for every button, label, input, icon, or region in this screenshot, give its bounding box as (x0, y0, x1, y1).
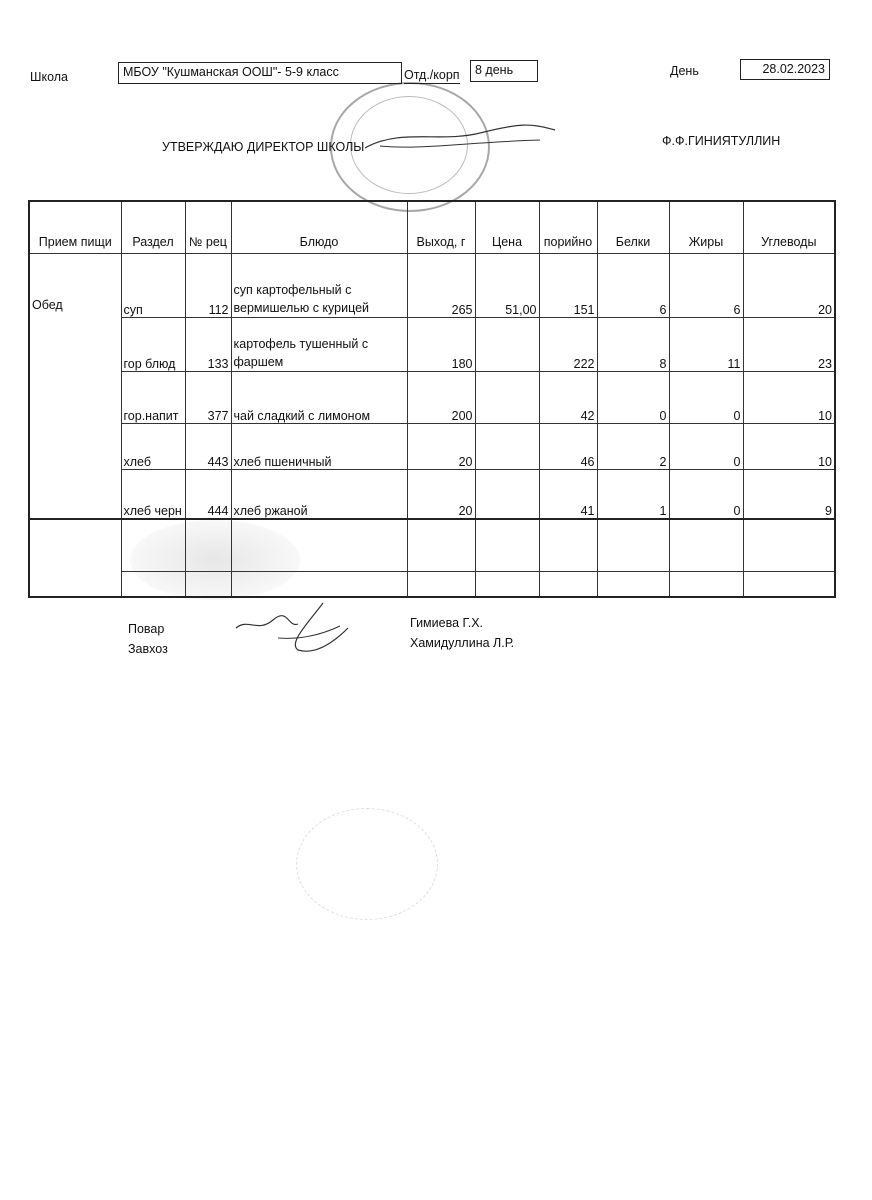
header-section: Раздел (121, 201, 185, 253)
calories-cell: 222 (539, 317, 597, 371)
carbs-cell: 20 (743, 253, 835, 317)
director-name: Ф.Ф.ГИНИЯТУЛЛИН (662, 134, 781, 148)
cook-label: Повар (128, 622, 165, 636)
section-cell: гор блюд (121, 317, 185, 371)
meal-cell: Обед (29, 253, 121, 519)
table-row (29, 423, 835, 469)
dish-cell: хлеб ржаной (231, 469, 407, 519)
carbs-cell: 10 (743, 423, 835, 469)
empty-row (29, 571, 835, 597)
proteins-cell: 1 (597, 469, 669, 519)
proteins-cell: 6 (597, 253, 669, 317)
header-meal: Прием пищи (29, 201, 121, 253)
header-recipe: № рец (185, 201, 231, 253)
dept-value-field: 8 день (470, 60, 538, 82)
proteins-cell: 8 (597, 317, 669, 371)
price-cell (475, 371, 539, 423)
header-price: Цена (475, 201, 539, 253)
table-row (29, 253, 835, 317)
price-cell (475, 317, 539, 371)
price-cell (475, 469, 539, 519)
approval-text: УТВЕРЖДАЮ ДИРЕКТОР ШКОЛЫ (162, 140, 365, 154)
output-cell: 180 (407, 317, 475, 371)
calories-cell: 151 (539, 253, 597, 317)
storekeeper-name: Хамидуллина Л.Р. (410, 636, 515, 650)
cook-signature (228, 598, 358, 658)
header-carbs: Углеводы (743, 201, 835, 253)
carbs-cell: 9 (743, 469, 835, 519)
recipe-cell: 112 (185, 253, 231, 317)
empty-row (29, 519, 835, 571)
recipe-cell: 443 (185, 423, 231, 469)
calories-cell: 42 (539, 371, 597, 423)
storekeeper-label: Завхоз (128, 642, 168, 656)
recipe-cell: 133 (185, 317, 231, 371)
calories-cell: 46 (539, 423, 597, 469)
director-signature (360, 118, 560, 158)
output-cell: 20 (407, 469, 475, 519)
dish-cell: картофель тушенный с фаршем (231, 317, 407, 371)
carbs-cell: 10 (743, 371, 835, 423)
carbs-cell: 23 (743, 317, 835, 371)
dish-cell: хлеб пшеничный (231, 423, 407, 469)
dish-cell: чай сладкий с лимоном (231, 371, 407, 423)
calories-cell: 41 (539, 469, 597, 519)
fats-cell: 0 (669, 469, 743, 519)
recipe-cell: 377 (185, 371, 231, 423)
output-cell: 200 (407, 371, 475, 423)
header-output: Выход, г (407, 201, 475, 253)
section-cell: гор.напит (121, 371, 185, 423)
recipe-cell: 444 (185, 469, 231, 519)
header-dish: Блюдо (231, 201, 407, 253)
cook-name: Гимиева Г.Х. (410, 616, 484, 630)
header-fats: Жиры (669, 201, 743, 253)
fats-cell: 11 (669, 317, 743, 371)
output-cell: 20 (407, 423, 475, 469)
table-row (29, 371, 835, 423)
output-cell: 265 (407, 253, 475, 317)
menu-table (28, 200, 836, 598)
faint-stamp-mark (296, 808, 438, 920)
price-cell: 51,00 (475, 253, 539, 317)
header-calories: порийно (539, 201, 597, 253)
section-cell: хлеб (121, 423, 185, 469)
table-row (29, 317, 835, 371)
proteins-cell: 2 (597, 423, 669, 469)
fats-cell: 6 (669, 253, 743, 317)
day-label: День (670, 64, 699, 78)
school-name-field: МБОУ "Кушманская ООШ"- 5-9 класс (118, 62, 402, 84)
dept-label: Отд./корп (404, 68, 460, 82)
date-field: 28.02.2023 (740, 59, 830, 80)
school-label: Школа (30, 70, 68, 84)
price-cell (475, 423, 539, 469)
table-row (29, 469, 835, 519)
dish-cell: суп картофельный с вермишелью с курицей (231, 253, 407, 317)
fats-cell: 0 (669, 423, 743, 469)
header-proteins: Белки (597, 201, 669, 253)
section-cell: хлеб черн (121, 469, 185, 519)
section-cell: суп (121, 253, 185, 317)
table-header-row (29, 201, 835, 253)
fats-cell: 0 (669, 371, 743, 423)
proteins-cell: 0 (597, 371, 669, 423)
